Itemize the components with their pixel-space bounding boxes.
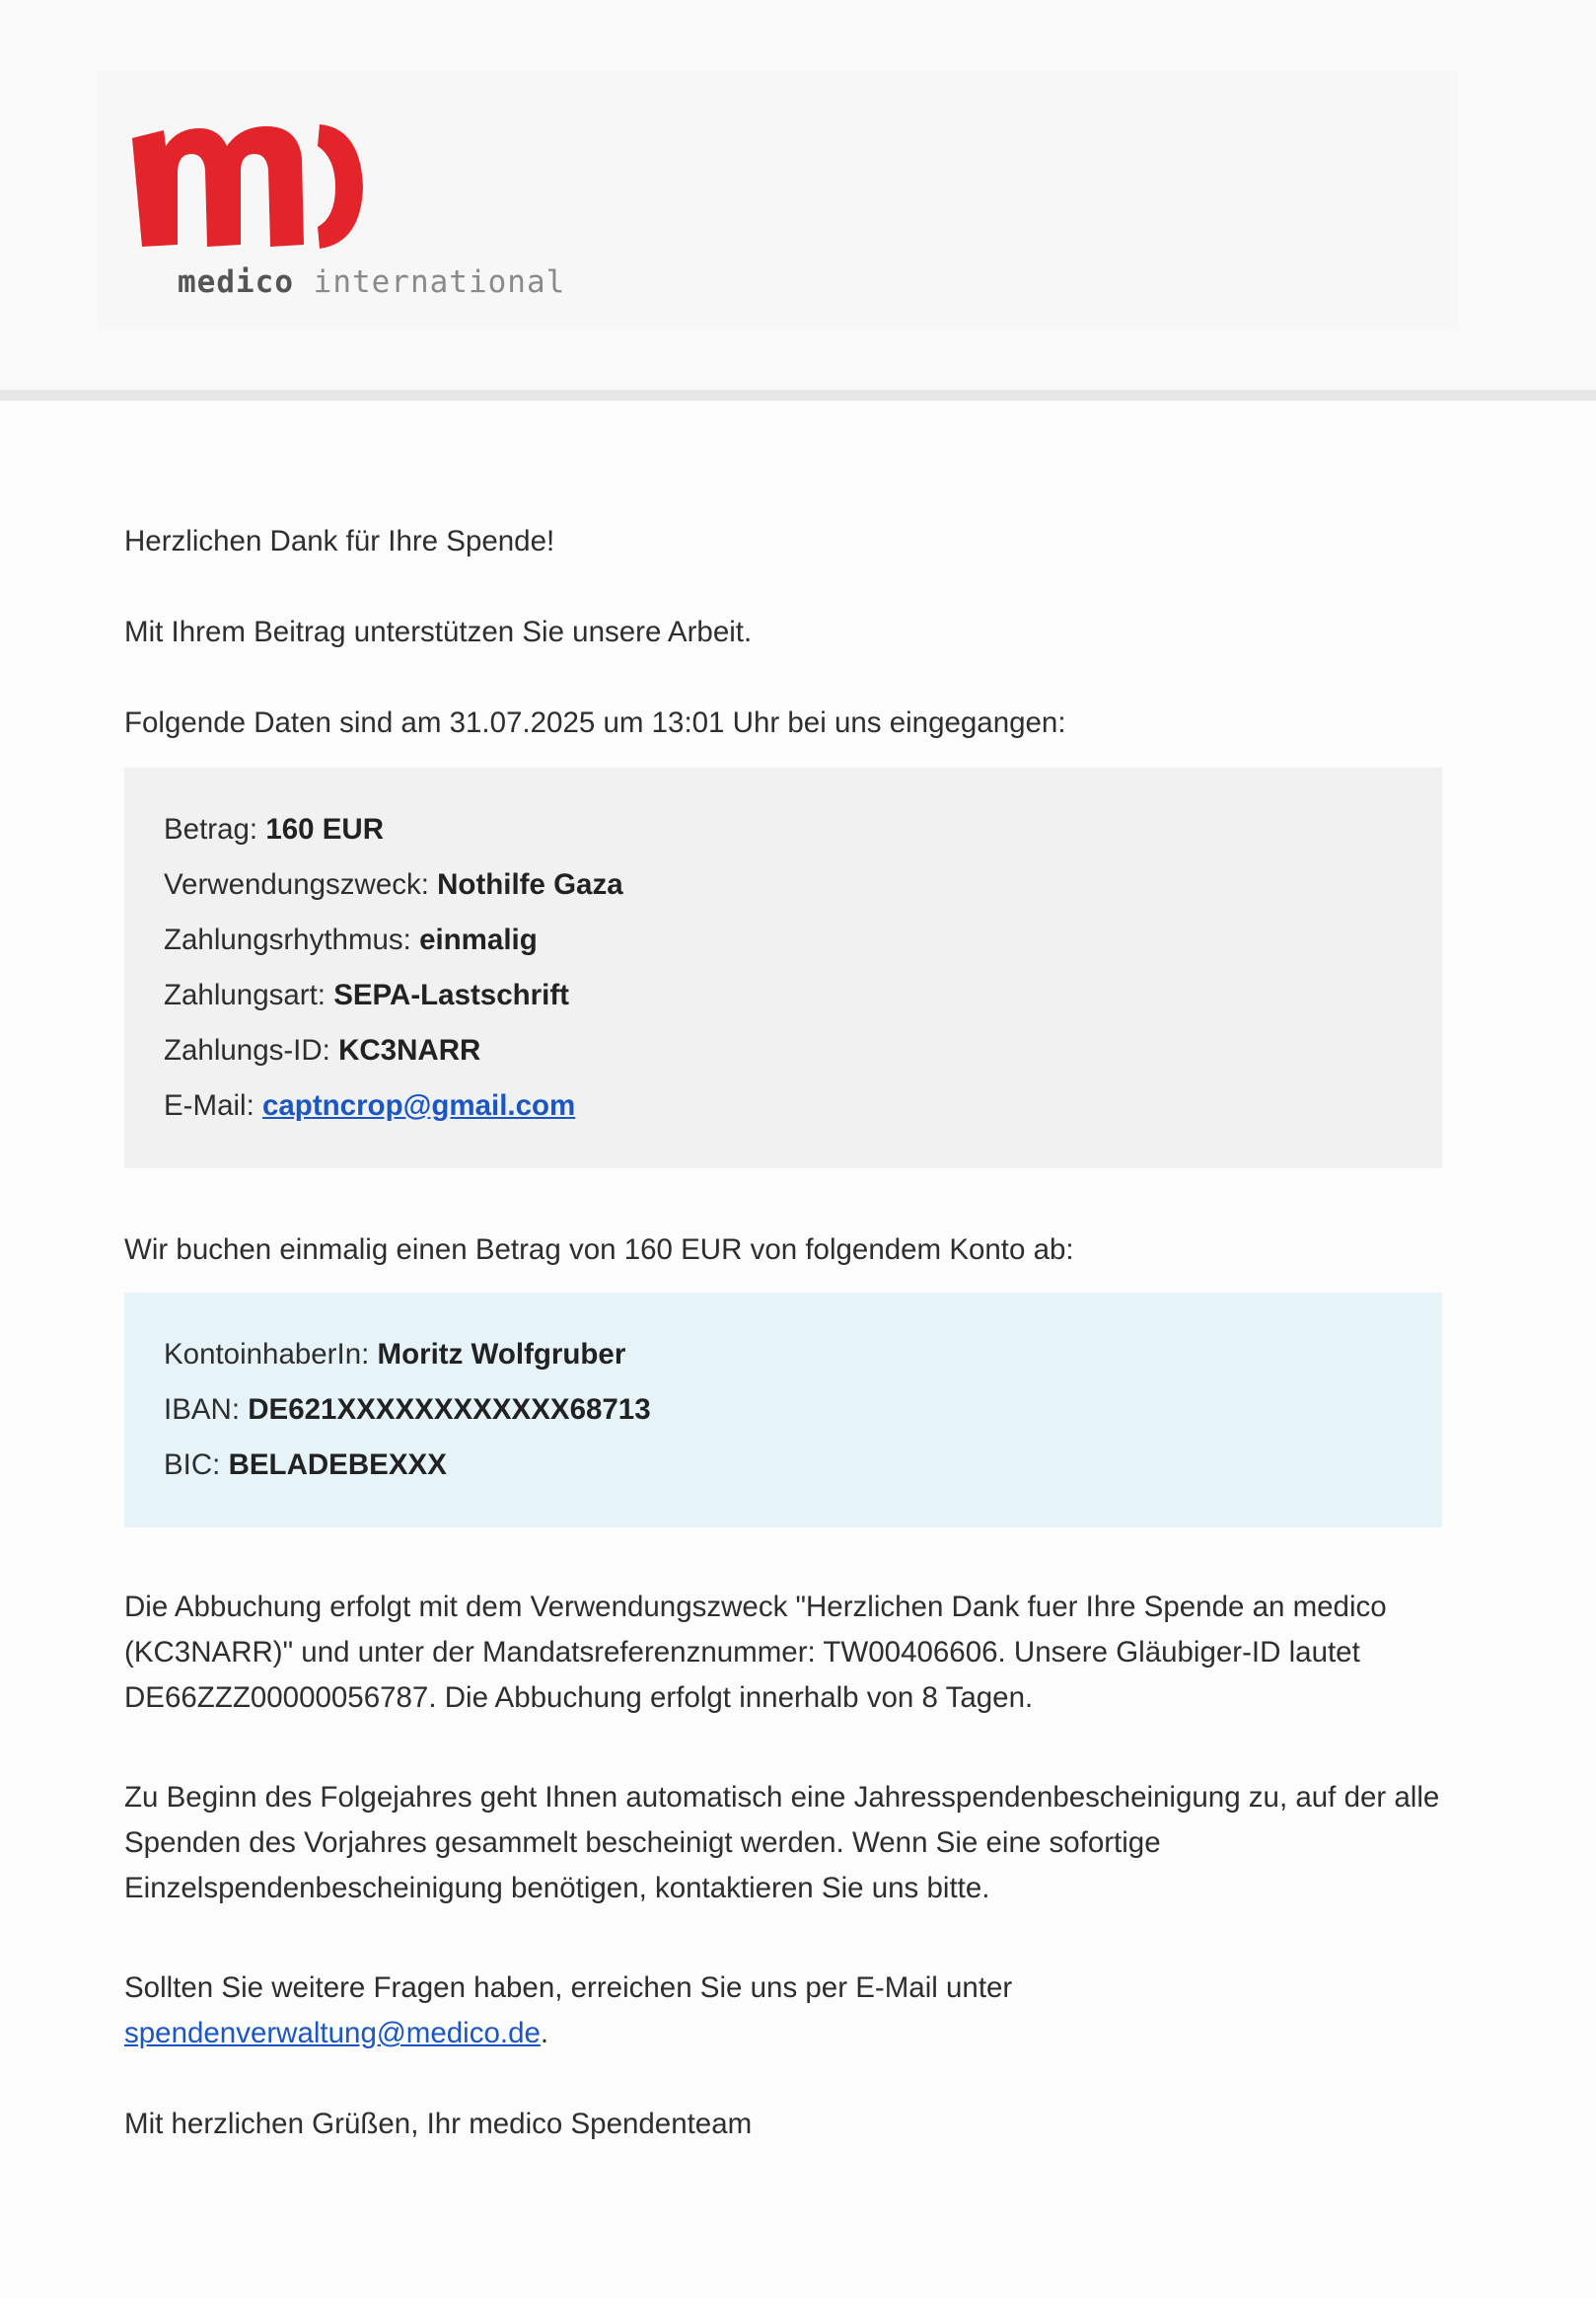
iban-label: IBAN:: [164, 1393, 249, 1426]
mandate-text: Die Abbuchung erfolgt mit dem Verwendungszweck "Herzlichen Dank fuer Ihre Spende an medico (KC3NARR)" und unter der Mandatsreferenznummer: TW00406606. Unsere Gläubiger-ID lautet DE66ZZZ00000056787. Die Abbuchung erfolgt innerhalb von 8 Tagen.: [124, 1591, 1387, 1714]
rhythm-row: [164, 913, 1403, 968]
logo-wordmark: [178, 264, 565, 300]
account-details-box: [124, 1293, 1442, 1527]
logo-banner: [97, 71, 1458, 330]
debit-intro-text: Wir buchen einmalig einen Betrag von 160 EUR von folgendem Konto ab:: [124, 1233, 1074, 1266]
closing-text: Mit herzlichen Grüßen, Ihr medico Spendenteam: [124, 2108, 753, 2140]
header-divider: [0, 390, 1596, 401]
logo-word-medico: medico: [178, 264, 294, 300]
payment-method-row: [164, 968, 1403, 1023]
logo-word-international: international: [313, 264, 566, 300]
account-holder-label: KontoinhaberIn:: [164, 1338, 378, 1371]
amount-row: [164, 802, 1403, 857]
thanks-heading: Herzlichen Dank für Ihre Spende!: [124, 525, 555, 557]
medico-logo-mark: [126, 118, 373, 252]
email-header: [0, 0, 1596, 390]
iban-value: DE621XXXXXXXXXXXX68713: [248, 1393, 651, 1426]
support-text: Mit Ihrem Beitrag unterstützen Sie unsere Arbeit.: [124, 616, 753, 648]
questions-suffix: .: [540, 2017, 549, 2049]
email-row: [164, 1078, 1403, 1134]
payment-method-value: SEPA-Lastschrift: [333, 979, 569, 1011]
bic-label: BIC:: [164, 1448, 229, 1481]
questions-prefix: Sollten Sie weitere Fragen haben, erreichen Sie uns per E-Mail unter: [124, 1971, 1013, 2004]
donor-email-link[interactable]: captncrop@gmail.com: [261, 1089, 576, 1122]
email-label: E-Mail:: [164, 1089, 262, 1122]
questions-text: [124, 1965, 1446, 2056]
rhythm-value: einmalig: [419, 924, 538, 956]
account-holder-row: [164, 1327, 1403, 1382]
certificate-text: Zu Beginn des Folgejahres geht Ihnen automatisch eine Jahresspendenbescheinigung zu, auf der alle Spenden des Vorjahres gesammelt bescheinigt werden. Wenn Sie eine sofortige Einzelspendenbescheinigung benötigen, kontaktieren Sie uns bitte.: [124, 1781, 1440, 1904]
amount-label: Betrag:: [164, 813, 266, 846]
donation-details-box: [124, 768, 1442, 1168]
iban-row: [164, 1382, 1403, 1438]
purpose-row: [164, 857, 1403, 913]
payment-id-row: [164, 1023, 1403, 1078]
email-body: [0, 401, 1596, 2299]
payment-id-value: KC3NARR: [338, 1034, 481, 1067]
purpose-value: Nothilfe Gaza: [437, 868, 623, 901]
payment-id-label: Zahlungs-ID:: [164, 1034, 339, 1067]
amount-value: 160 EUR: [265, 813, 385, 846]
bic-value: BELADEBEXXX: [228, 1448, 447, 1481]
bic-row: [164, 1438, 1403, 1493]
received-text: Folgende Daten sind am 31.07.2025 um 13:01 Uhr bei uns eingegangen:: [124, 706, 1066, 739]
support-email-link[interactable]: spendenverwaltung@medico.de: [124, 2017, 541, 2049]
rhythm-label: Zahlungsrhythmus:: [164, 924, 420, 956]
purpose-label: Verwendungszweck:: [164, 868, 438, 901]
account-holder-value: Moritz Wolfgruber: [377, 1338, 626, 1371]
payment-method-label: Zahlungsart:: [164, 979, 334, 1011]
